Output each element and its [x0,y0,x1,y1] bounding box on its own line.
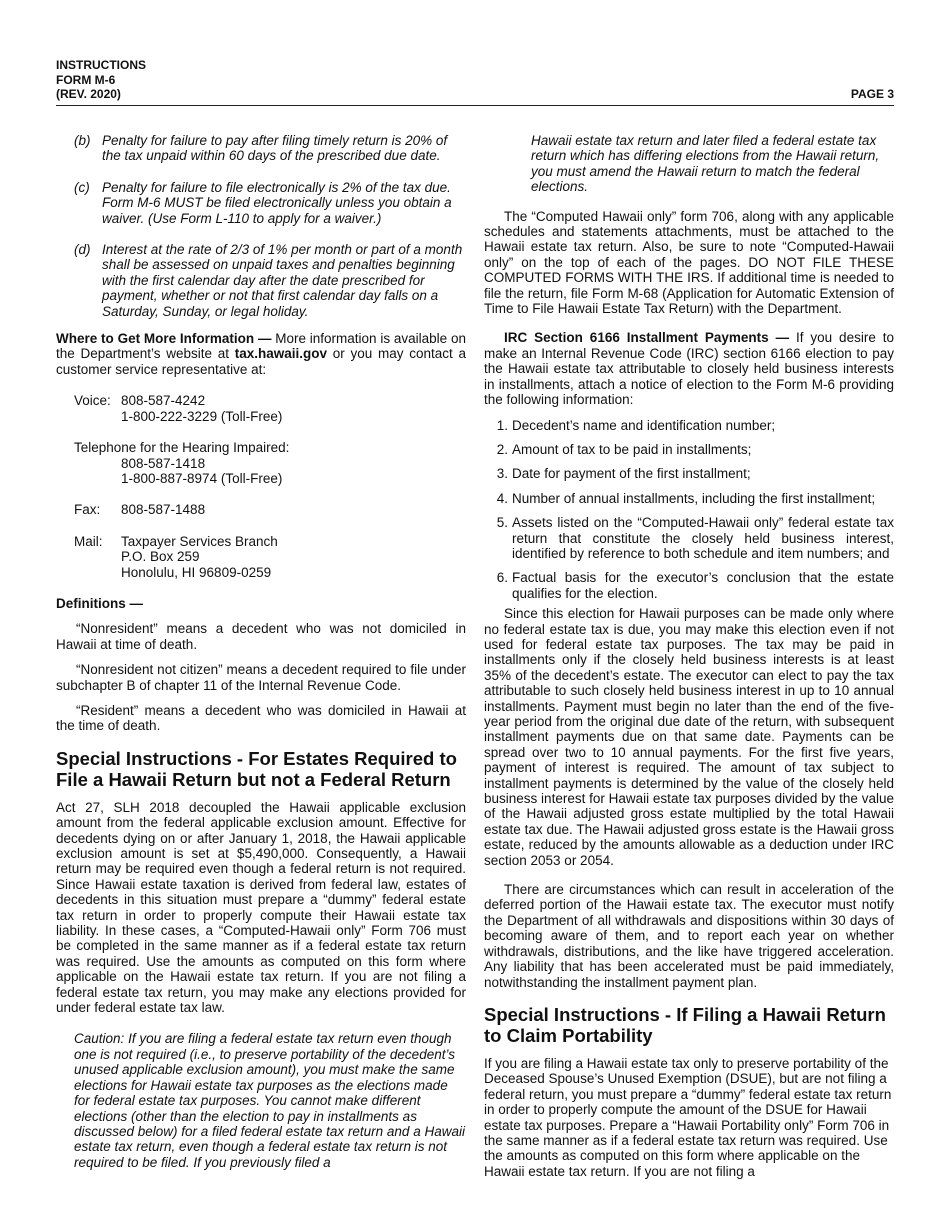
portability-text: If you are filing a Hawaii estate tax only to preserve portability of the Deceased Spouse’s Unused Exemption (DSUE), but are not filing a federal return, you must prepare a “dummy” federal estate tax return in order to properly compute the amount of the DSUE for Hawaii estate tax purposes. Prepare a “Hawaii Portability only” Form 706 in the same manner as if a federal estate tax return was required. Use the amounts as computed on this form where applicable on the Hawaii estate tax return. If you are not filing a [484,1055,892,1179]
voice-phone: 808-587-4242 [121,393,206,409]
header-line-revision: (REV. 2020) [56,87,121,101]
def-resident: “Resident” means a decedent who was domiciled in Hawaii at the time of death. [56,702,466,734]
computed-paragraph: The “Computed Hawaii only” form 706, along with any applicable schedules and statements attachments, must be attached to the Hawaii estate tax return. Also, be sure to note “Computed-Hawaii only” on the top of each of the pages. DO NOT FILE THESE COMPUTED FORMS WITH THE IRS. If additional time is needed to file the return, file Form M-68 (Application for Automatic Extension of Time to File Hawaii Estate Tax Return) with the Department. [484,208,894,317]
caution-continued: Hawaii estate tax return and later filed a federal estate tax return which has differing elections from the Hawaii return, you must amend the Hawaii return to match the federal elections. [531,133,880,195]
more-info-paragraph [56,331,466,377]
more-info-text-b: or you may contact a customer service representative at: [56,346,467,377]
more-info-heading: Where to Get More Information — [56,331,272,347]
header-line-instructions: INSTRUCTIONS [56,58,146,72]
irc-paragraph [484,330,894,407]
tty-label: Telephone for the Hearing Impaired: [74,440,290,456]
list-item: 6. Factual basis for the executor’s conclusion that the estate qualifies for the election. [496,570,894,601]
header-line-form: FORM M-6 [56,72,116,87]
penalty-item-c [56,180,466,226]
penalty-text: Interest at the rate of 2/3 of 1% per month or part of a month shall be assessed on unpaid taxes and penalties beginning with the first calendar day after the date prescribed for payment, whether or not that first calendar day falls on a Saturday, Sunday, or legal holiday. [102,242,463,319]
page-number: PAGE 3 [850,87,894,101]
website-link[interactable]: tax.hawaii.gov [234,346,328,362]
list-item: 5. Assets listed on the “Computed-Hawaii only” federal estate tax return that constitute the closely held business interest, identified by reference to both schedule and item numbers; and [496,515,894,561]
page-header [56,58,894,106]
def-nonresident-not-citizen: “Nonresident not citizen” means a decedent required to file under subchapter B of chapter 11 of the Internal Revenue Code. [56,662,466,693]
more-info-text-a: More information is available on the Department’s website at [56,331,466,362]
penalty-label: (c) [74,179,90,195]
penalty-label: (b) [74,133,91,148]
special-instructions-heading: Special Instructions - For Estates Required to File a Hawaii Return but not a Federal Return [56,747,457,791]
fax-number: 808-587-1488 [121,502,206,518]
caution-note [74,1031,466,1170]
penalty-text: Penalty for failure to file electronically is 2% of the tax due. Form M-6 MUST be filed electronically unless you obtain a waiver. (Use Form L-110 to apply for a waiver.) [102,179,452,226]
penalty-text: Penalty for failure to pay after filing timely return is 20% of the tax unpaid within 60 days of the prescribed due date. [102,133,448,164]
mail-line-1: Taxpayer Services Branch [121,533,278,549]
tty-tollfree: 1-800-887-8974 (Toll-Free) [121,470,283,486]
acceleration-paragraph: There are circumstances which can result in acceleration of the deferred portion of the Hawaii estate tax. The executor must notify the Department of all withdrawals and dispositions within 30 days of becoming aware of them, and to report each year on whether withdrawals, distributions, and the like have triggered acceleration. Any liability that has been accelerated must be paid immediately, notwithstanding the installment payment plan. [484,882,894,990]
fax-contact [74,502,466,517]
mail-line-2: P.O. Box 259 [121,549,200,565]
tty-contact [74,440,466,486]
irc-text: If you desire to make an Internal Revenue Code (IRC) section 6166 election to pay the Hawaii estate tax attributable to closely held business interests in installments, attach a notice of election to the Form M-6 providing the following information: [484,330,894,408]
voice-tollfree: 1-800-222-3229 (Toll-Free) [121,408,283,424]
penalty-label: (d) [74,242,91,258]
form-identifier [56,58,146,102]
caution-label: Caution: [74,1031,125,1047]
def-nonresident: “Nonresident” means a decedent who was not domiciled in Hawaii at time of death. [56,621,466,652]
left-column [56,133,466,1170]
list-item: 3. Date for payment of the first installment; [496,466,751,482]
list-item: 1. Decedent’s name and identification number; [496,417,776,433]
irc-heading: IRC Section 6166 Installment Payments — [504,330,790,346]
mail-line-3: Honolulu, HI 96809-0259 [121,564,272,580]
contact-block [74,393,466,580]
special-instructions-text: Act 27, SLH 2018 decoupled the Hawaii applicable exclusion amount from the federal applicable exclusion amount. Effective for decedents dying on or after January 1, 2018, the Hawaii applicable exclusion amount is set at $5,490,000. Consequently, a Hawaii return may be required even though a federal return is not required. Since Hawaii estate taxation is derived from federal law, estates of decedents in this situation must prepare a “dummy” federal estate tax return in order to properly compute their Hawaii estate tax liability. In these cases, a “Computed-Hawaii only” Form 706 must be completed in the same manner as if a federal estate tax return was required. Use the amounts as computed on this form where applicable on the Hawaii estate tax return. If you are not filing a federal estate tax return, you may make any elections provided for under federal estate tax law. [56,799,466,1016]
list-item: 2. Amount of tax to be paid in installments; [496,441,752,457]
mail-contact [74,534,466,580]
portability-heading: Special Instructions - If Filing a Hawaii Return to Claim Portability [484,1003,886,1047]
definitions-heading: Definitions — [56,595,143,611]
fax-label: Fax: [74,502,101,518]
voice-label: Voice: [74,393,111,409]
voice-contact [74,393,466,424]
caution-text: If you are filing a federal estate tax return even though one is not required (i.e., to preserve portability of the decedent’s unused applicable exclusion amount), you must make the same elections for Hawaii estate tax purposes as the elections made for federal estate tax purposes. You cannot make different elections (other than the election to pay in installments as discussed below) for a filed federal estate tax return and a Hawaii estate tax return, even though a federal estate tax return is not required to be filed. If you previously filed a [74,1031,465,1170]
tty-phone: 808-587-1418 [121,455,206,471]
mail-label: Mail: [74,533,103,549]
penalty-item-b [56,133,466,164]
since-paragraph: Since this election for Hawaii purposes can be made only where no federal estate tax is due, you may make this election even if not used for federal estate tax purposes. The tax may be paid in installments only if the closely held business interests is at least 35% of the decedent’s estate. The executor can elect to pay the tax attributable to such closely held business interest in up to 10 annual installments. Payment must begin no later than the end of the five-year period from the original due date of the return, with subsequent installment payments due on that same date. Payments can be spread over two to 10 annual payments. For the first five years, payment of interest is required. The amount of tax subject to installment payments is determined by the value of the closely held business interest for Hawaii estate tax purposes divided by the value of the Hawaii adjusted gross estate multiplied by the total Hawaii estate tax due. The Hawaii adjusted gross estate is the Hawaii gross estate, reduced by the amounts allowable as a deduction under IRC section 2053 or 2054. [484,606,894,868]
right-column [484,133,894,1179]
election-info-list [484,418,894,602]
list-item: 4. Number of annual installments, including the first installment; [496,490,876,506]
penalty-item-d [56,242,466,319]
